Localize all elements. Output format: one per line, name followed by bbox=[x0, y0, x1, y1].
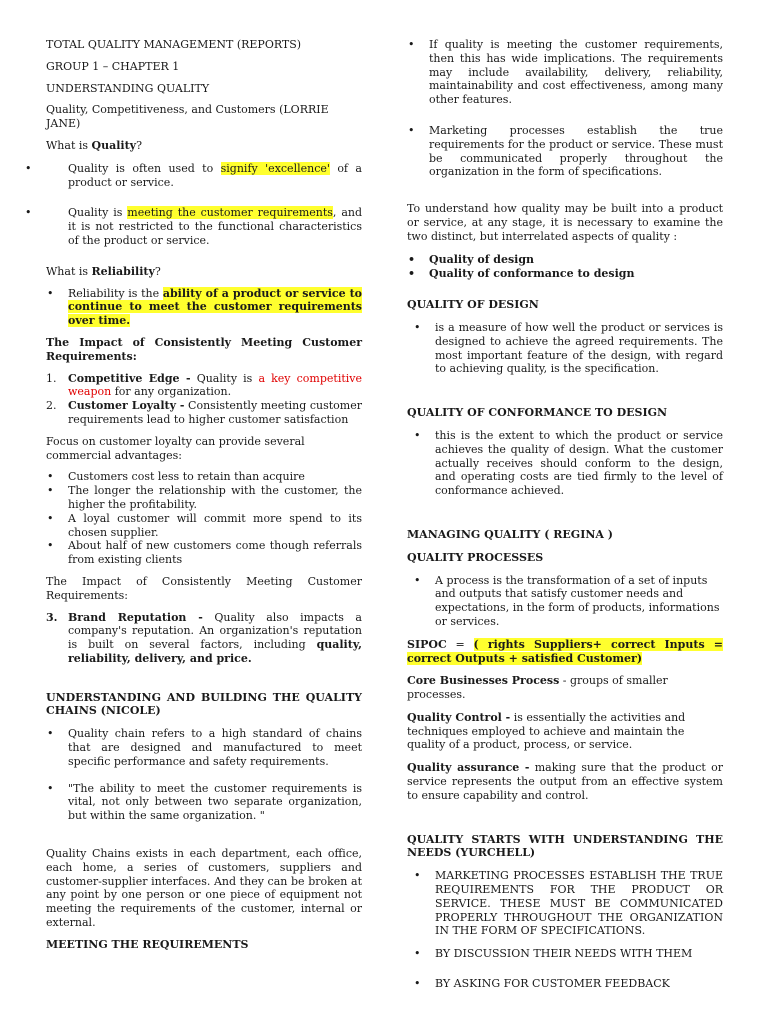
advantage-item: • Customers cost less to retain than acquire bbox=[46, 470, 362, 484]
impact-item: 2. Customer Loyalty - Consistently meeting customer requirements lead to higher customer satisfaction bbox=[46, 399, 362, 426]
aspect-item: • Quality of design bbox=[407, 253, 723, 267]
needs-bullet: • BY DISCUSSION THEIR NEEDS WITH THEM bbox=[407, 947, 723, 961]
conformance-heading: QUALITY OF CONFORMANCE TO DESIGN bbox=[407, 406, 668, 420]
needs-heading: QUALITY STARTS WITH UNDERSTANDING THE NEEDS (YURCHELL) bbox=[407, 832, 723, 860]
requirements-bullet: • If quality is meeting the customer requirements, then this has wide implications. The requirements may include availability, delivery, reliability, maintainability and cost effectiveness, among many other features. bbox=[401, 38, 723, 107]
core-process-line: Core Businesses Process - groups of smaller processes. bbox=[407, 674, 668, 702]
quality-bullet: • Quality is meeting the customer requirements, and it is not restricted to the functional characteristics of the product or service. bbox=[24, 206, 362, 247]
sipoc-line: SIPOC = ( rights Suppliers+ correct Inputs = correct Outputs + satisfied Customer) bbox=[407, 637, 723, 665]
understand-paragraph: To understand how quality may be built into a product or service, at any stage, it is necessary to examine the two distinct, but interrelated aspects of quality : bbox=[407, 202, 723, 243]
right-column bbox=[407, 38, 723, 991]
managing-quality-heading: MANAGING QUALITY ( REGINA ) bbox=[407, 527, 613, 541]
needs-bullet: • BY ASKING FOR CUSTOMER FEEDBACK bbox=[407, 977, 723, 991]
aspect-item: • Quality of conformance to design bbox=[407, 267, 723, 281]
what-is-reliability: What is Reliability? bbox=[46, 264, 161, 278]
advantage-item: • About half of new customers come though referrals from existing clients bbox=[46, 539, 362, 567]
impact-heading: The Impact of Consistently Meeting Customer Requirements: bbox=[46, 335, 362, 363]
process-bullet: • A process is the transformation of a set of inputs and outputs that satisfy customer needs and expectations, in the form of products, informations or services. bbox=[407, 574, 723, 629]
quality-processes-heading: QUALITY PROCESSES bbox=[407, 550, 544, 564]
reliability-bullet: • Reliability is the ability of a product or service to continue to meet the customer requirements over time. bbox=[46, 287, 362, 328]
impact-heading-2: The Impact of Consistently Meeting Customer Requirements: bbox=[46, 574, 362, 602]
design-bullet: • is a measure of how well the product or services is designed to achieve the agreed requirements. The most important feature of the design, with regard to achieving quality, is the specification. bbox=[407, 321, 723, 376]
what-is-quality: What is Quality? bbox=[46, 138, 142, 152]
section-title: UNDERSTANDING QUALITY bbox=[46, 81, 210, 95]
subsection-title: Quality, Competitiveness, and Customers (LORRIE JANE) bbox=[46, 103, 329, 131]
chains-paragraph: Quality Chains exists in each department, each office, each home, a series of customers, suppliers and customer-supplier interfaces. And they can be broken at any point by one person or one piece of equipment not meeting the requirements of the customer, internal or external. bbox=[46, 847, 362, 930]
needs-bullet: • MARKETING PROCESSES ESTABLISH THE TRUE REQUIREMENTS FOR THE PRODUCT OR SERVICE. THESE MUST BE COMMUNICATED PROPERLY THROUGHOUT THE ORGANIZATION IN THE FORM OF SPECIFICATIONS. bbox=[407, 869, 723, 938]
left-column bbox=[46, 38, 362, 952]
meeting-requirements-heading: MEETING THE REQUIREMENTS bbox=[46, 937, 249, 951]
design-heading: QUALITY OF DESIGN bbox=[407, 298, 539, 312]
chains-heading: UNDERSTANDING AND BUILDING THE QUALITY CHAINS (NICOLE) bbox=[46, 690, 362, 718]
impact-item: 1. Competitive Edge - Quality is a key competitive weapon for any organization. bbox=[46, 371, 362, 399]
advantage-item: • The longer the relationship with the customer, the higher the profitability. bbox=[46, 484, 362, 512]
chains-bullet: • "The ability to meet the customer requirements is vital, not only between two separate organization, but within the same organization. " bbox=[46, 782, 362, 823]
advantage-item: • A loyal customer will commit more spend to its chosen supplier. bbox=[46, 512, 362, 540]
brand-reputation-item: 3. Brand Reputation - Quality also impacts a company's reputation. An organization's reputation is built on several factors, including quality, reliability, delivery, and price. bbox=[46, 610, 362, 665]
quality-control-line: Quality Control - is essentially the activities and techniques employed to achieve and maintain the quality of a product, process, or service. bbox=[407, 710, 686, 752]
document-title: TOTAL QUALITY MANAGEMENT (REPORTS) bbox=[46, 38, 302, 51]
quality-bullet: • Quality is often used to signify 'excellence' of a product or service. bbox=[24, 162, 362, 190]
focus-paragraph: Focus on customer loyalty can provide several commercial advantages: bbox=[46, 434, 305, 462]
requirements-bullet: • Marketing processes establish the true requirements for the product or service. These must be communicated properly throughout the organization in the form of specifications. bbox=[401, 124, 723, 179]
group-chapter: GROUP 1 – CHAPTER 1 bbox=[46, 59, 180, 73]
conformance-bullet: • this is the extent to which the product or service achieves the quality of design. What the customer actually receives should conform to the design, and operating costs are tied firmly to the level of conformance achieved. bbox=[407, 429, 723, 498]
chains-bullet: • Quality chain refers to a high standard of chains that are designed and manufactured to meet specific performance and safety requirements. bbox=[46, 727, 362, 768]
quality-assurance-line: Quality assurance - making sure that the product or service represents the output from an effective system to ensure capability and control. bbox=[407, 761, 723, 802]
